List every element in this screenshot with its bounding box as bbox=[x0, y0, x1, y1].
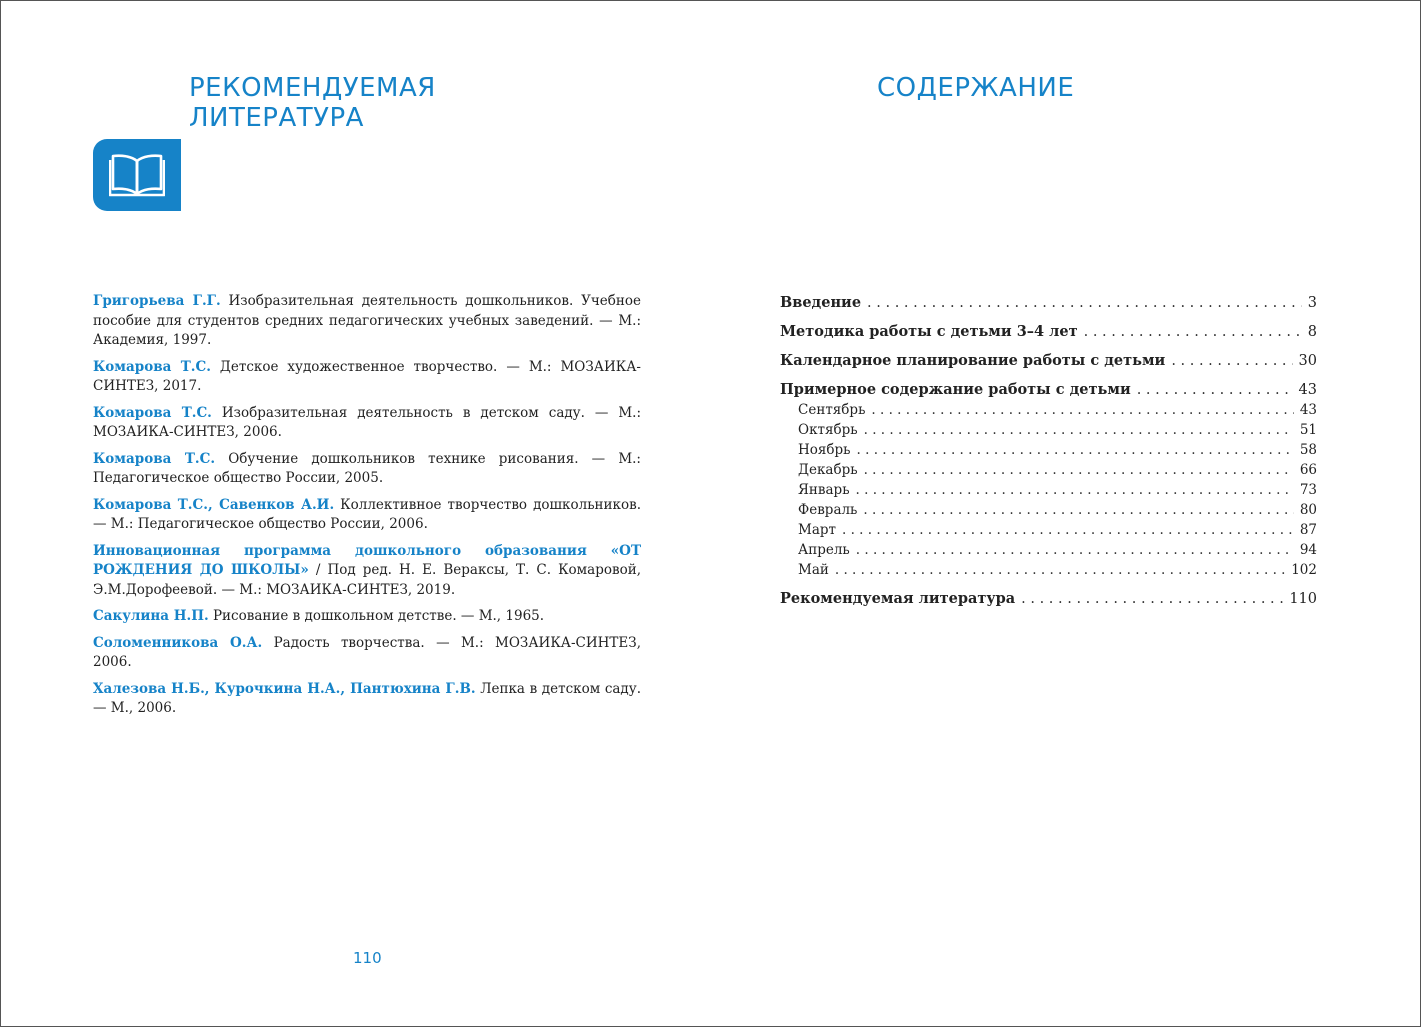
reference-text: Изобразительная деятельность дошкольников. Учебное пособие для студентов средних педагогических учебных заведений. — М.: Академия, 1997. bbox=[93, 293, 641, 348]
book-badge bbox=[93, 139, 181, 211]
toc-entry[interactable] bbox=[780, 380, 1317, 400]
toc-leader-dots bbox=[867, 293, 1302, 313]
reference-text: Обучение дошкольников технике рисования. — М.: Педагогическое общество России, 2005. bbox=[93, 450, 641, 486]
toc-entry-label: Апрель bbox=[798, 542, 850, 558]
toc-entry[interactable] bbox=[780, 440, 1317, 460]
toc-entry-page: 30 bbox=[1298, 353, 1317, 369]
reference-text: Детское художественное творчество. — М.: МОЗАИКА-СИНТЕЗ, 2017. bbox=[93, 358, 641, 394]
reference-text: Радость творчества. — М.: МОЗАИКА-СИНТЕЗ, 2006. bbox=[93, 634, 641, 670]
toc-leader-dots bbox=[856, 480, 1294, 500]
reference-item bbox=[93, 634, 641, 673]
toc-leader-dots bbox=[1137, 380, 1293, 400]
toc-entry[interactable] bbox=[780, 293, 1317, 313]
toc-leader-dots bbox=[864, 420, 1294, 440]
toc-entry-page: 43 bbox=[1298, 382, 1317, 398]
toc-leader-dots bbox=[835, 560, 1285, 580]
contents-heading: СОДЕРЖАНИЕ bbox=[877, 73, 1075, 103]
toc-entry-page: 87 bbox=[1299, 522, 1317, 538]
toc-entry-page: 94 bbox=[1299, 542, 1317, 558]
toc-entry-page: 3 bbox=[1307, 295, 1317, 311]
toc-entry-label: Примерное содержание работы с детьми bbox=[780, 381, 1131, 398]
reference-author: Халезова Н.Б., Курочкина Н.А., Пантюхина Г.В. bbox=[93, 680, 476, 697]
toc-entry-page: 102 bbox=[1291, 562, 1317, 578]
references-list bbox=[93, 292, 641, 726]
reference-text: Рисование в дошкольном детстве. — М., 1965. bbox=[208, 608, 545, 624]
reference-item bbox=[93, 542, 641, 601]
toc-entry-label: Февраль bbox=[798, 502, 858, 518]
toc-entry-page: 43 bbox=[1299, 402, 1317, 418]
toc-entry-label: Январь bbox=[798, 482, 850, 498]
toc-leader-dots bbox=[1171, 351, 1292, 371]
reference-item bbox=[93, 404, 641, 443]
toc-entry[interactable] bbox=[780, 480, 1317, 500]
toc-leader-dots bbox=[856, 540, 1294, 560]
reference-item bbox=[93, 496, 641, 535]
reference-item bbox=[93, 450, 641, 489]
reference-text: Изобразительная деятельность в детском саду. — М.: МОЗАИКА-СИНТЕЗ, 2006. bbox=[93, 404, 641, 440]
toc-entry-label: Календарное планирование работы с детьми bbox=[780, 352, 1166, 369]
literature-heading bbox=[189, 73, 609, 133]
toc-entry-label: Декабрь bbox=[798, 462, 858, 478]
reference-author: Сакулина Н.П. bbox=[93, 608, 209, 624]
reference-author: Инновационная программа дошкольного образования «ОТ РОЖДЕНИЯ ДО ШКОЛЫ» bbox=[93, 542, 641, 578]
toc-entry[interactable] bbox=[780, 400, 1317, 420]
reference-item bbox=[93, 680, 641, 719]
toc-entry[interactable] bbox=[780, 500, 1317, 520]
left-page bbox=[1, 1, 711, 1026]
toc-entry-label: Ноябрь bbox=[798, 442, 851, 458]
reference-item bbox=[93, 358, 641, 397]
reference-author: Комарова Т.С., Савенков А.И. bbox=[93, 496, 335, 513]
toc-entry-page: 58 bbox=[1299, 442, 1317, 458]
toc-entry-page: 73 bbox=[1299, 482, 1317, 498]
reference-author: Комарова Т.С. bbox=[93, 450, 216, 467]
reference-item bbox=[93, 607, 641, 627]
reference-author: Комарова Т.С. bbox=[93, 404, 212, 421]
table-of-contents bbox=[780, 293, 1317, 618]
reference-author: Соломенникова О.А. bbox=[93, 634, 263, 651]
toc-entry-label: Май bbox=[798, 562, 829, 578]
heading-line-1: РЕКОМЕНДУЕМАЯ bbox=[189, 73, 436, 103]
toc-leader-dots bbox=[1084, 322, 1302, 342]
reference-text: Коллективное творчество дошкольников. — М.: Педагогическое общество России, 2006. bbox=[93, 496, 642, 532]
toc-entry-label: Введение bbox=[780, 294, 862, 311]
toc-entry-label: Октябрь bbox=[798, 422, 858, 438]
toc-entry[interactable] bbox=[780, 351, 1317, 371]
toc-entry[interactable] bbox=[780, 520, 1317, 540]
reference-author: Комарова Т.С. bbox=[93, 358, 211, 375]
toc-entry[interactable] bbox=[780, 589, 1317, 609]
reference-text: / Под ред. Н. Е. Вераксы, Т. С. Комаровой, Э.М.Дорофеевой. — М.: МОЗАИКА-СИНТЕЗ, 2019. bbox=[93, 562, 641, 598]
open-book-icon bbox=[109, 152, 165, 198]
toc-entry-page: 66 bbox=[1299, 462, 1317, 478]
toc-entry[interactable] bbox=[780, 420, 1317, 440]
toc-leader-dots bbox=[863, 500, 1293, 520]
toc-entry-page: 80 bbox=[1299, 502, 1317, 518]
toc-entry-label: Рекомендуемая литература bbox=[780, 590, 1016, 607]
reference-text: Лепка в детском саду. — М., 2006. bbox=[93, 680, 641, 716]
toc-entry-label: Сентябрь bbox=[798, 402, 866, 418]
toc-leader-dots bbox=[857, 440, 1294, 460]
toc-entry[interactable] bbox=[780, 560, 1317, 580]
reference-item bbox=[93, 292, 641, 351]
heading-line-2: ЛИТЕРАТУРА bbox=[189, 103, 364, 133]
toc-entry[interactable] bbox=[780, 322, 1317, 342]
toc-leader-dots bbox=[1021, 589, 1283, 609]
toc-leader-dots bbox=[871, 400, 1293, 420]
toc-entry-page: 110 bbox=[1289, 591, 1317, 607]
toc-entry-label: Методика работы с детьми 3–4 лет bbox=[780, 323, 1078, 340]
right-page bbox=[711, 1, 1420, 1026]
toc-entry-page: 8 bbox=[1307, 324, 1317, 340]
toc-entry-page: 51 bbox=[1299, 422, 1317, 438]
page-number: 110 bbox=[353, 949, 382, 967]
toc-entry-label: Март bbox=[798, 522, 836, 538]
toc-entry[interactable] bbox=[780, 540, 1317, 560]
toc-leader-dots bbox=[864, 460, 1294, 480]
toc-entry[interactable] bbox=[780, 460, 1317, 480]
toc-leader-dots bbox=[842, 520, 1294, 540]
reference-author: Григорьева Г.Г. bbox=[93, 293, 221, 309]
